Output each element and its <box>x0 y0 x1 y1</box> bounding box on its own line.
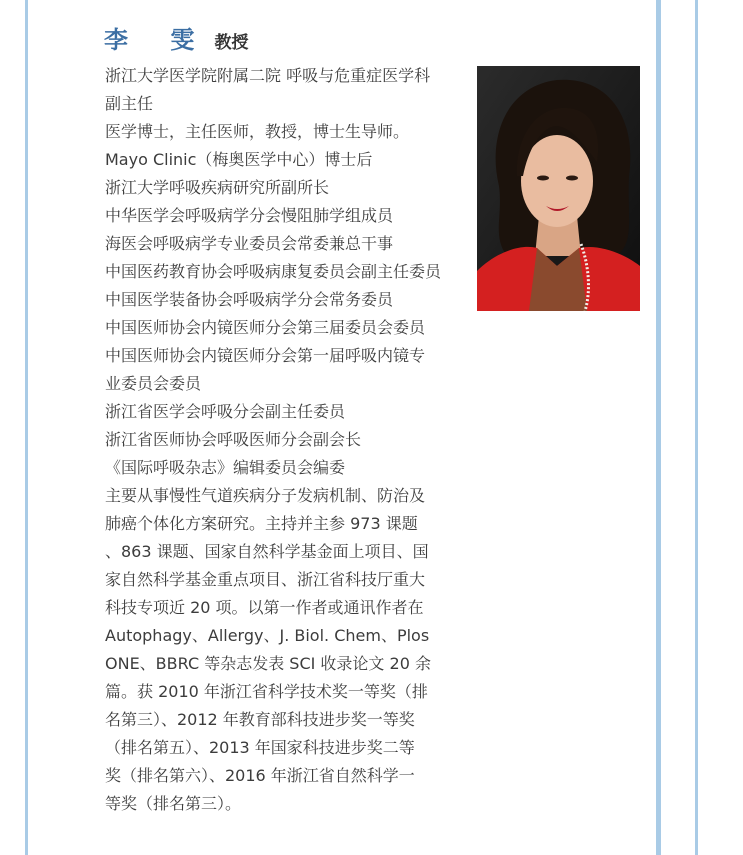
outer-right-border-line <box>695 0 698 855</box>
bio-line: （排名第五）、2013 年国家科技进步奖二等 <box>105 738 415 757</box>
bio-line: 浙江大学呼吸疾病研究所副所长 <box>105 178 330 197</box>
bio-line: 家自然科学基金重点项目、浙江省科技厅重大 <box>105 570 426 589</box>
bio-line: 中华医学会呼吸病学分会慢阻肺学组成员 <box>105 206 394 225</box>
bio-line: 中国医学装备协会呼吸病学分会常务委员 <box>105 290 394 309</box>
bio-line: 浙江省医学会呼吸分会副主任委员 <box>105 402 346 421</box>
portrait-photo <box>477 66 640 311</box>
bio-line: 浙江大学医学院附属二院 呼吸与危重症医学科 <box>105 66 431 85</box>
bio-line: 等奖（排名第三）。 <box>105 794 242 813</box>
profile-header <box>104 20 248 54</box>
bio-line: 浙江省医师协会呼吸医师分会副会长 <box>105 430 362 449</box>
profile-bio <box>105 62 465 818</box>
bio-line: 科技专项近 20 项。以第一作者或通讯作者在 <box>105 598 424 617</box>
profile-title: 教授 <box>214 33 249 53</box>
bio-line: Autophagy、Allergy、J. Biol. Chem、Plos <box>105 626 430 645</box>
left-border-line <box>25 0 28 855</box>
bio-line: 肺癌个体化方案研究。主持并主参 973 课题 <box>105 514 418 533</box>
bio-line: 中国医师协会内镜医师分会第三届委员会委员 <box>105 318 426 337</box>
bio-line: 主要从事慢性气道疾病分子发病机制、防治及 <box>105 486 426 505</box>
bio-line: 《国际呼吸杂志》编辑委员会编委 <box>105 458 346 477</box>
bio-line: Mayo Clinic（梅奥医学中心）博士后 <box>105 150 373 169</box>
bio-line: 篇。获 2010 年浙江省科学技术奖一等奖（排 <box>105 682 428 701</box>
right-border-line <box>656 0 661 855</box>
profile-name: 李 雯 <box>104 26 212 54</box>
bio-line: 中国医师协会内镜医师分会第一届呼吸内镜专 <box>105 346 426 365</box>
bio-line: 海医会呼吸病学专业委员会常委兼总干事 <box>105 234 394 253</box>
bio-line: 、863 课题、国家自然科学基金面上项目、国 <box>105 542 429 561</box>
bio-line: 医学博士，主任医师，教授，博士生导师。 <box>105 122 410 141</box>
bio-line: 名第三）、2012 年教育部科技进步奖一等奖 <box>105 710 415 729</box>
bio-line: ONE、BBRC 等杂志发表 SCI 收录论文 20 余 <box>105 654 431 673</box>
bio-line: 业委员会委员 <box>105 374 202 393</box>
portrait-illustration <box>477 66 640 311</box>
bio-line: 中国医药教育协会呼吸病康复委员会副主任委员 <box>105 262 442 281</box>
bio-line: 奖（排名第六）、2016 年浙江省自然科学一 <box>105 766 415 785</box>
bio-line: 副主任 <box>105 94 154 113</box>
